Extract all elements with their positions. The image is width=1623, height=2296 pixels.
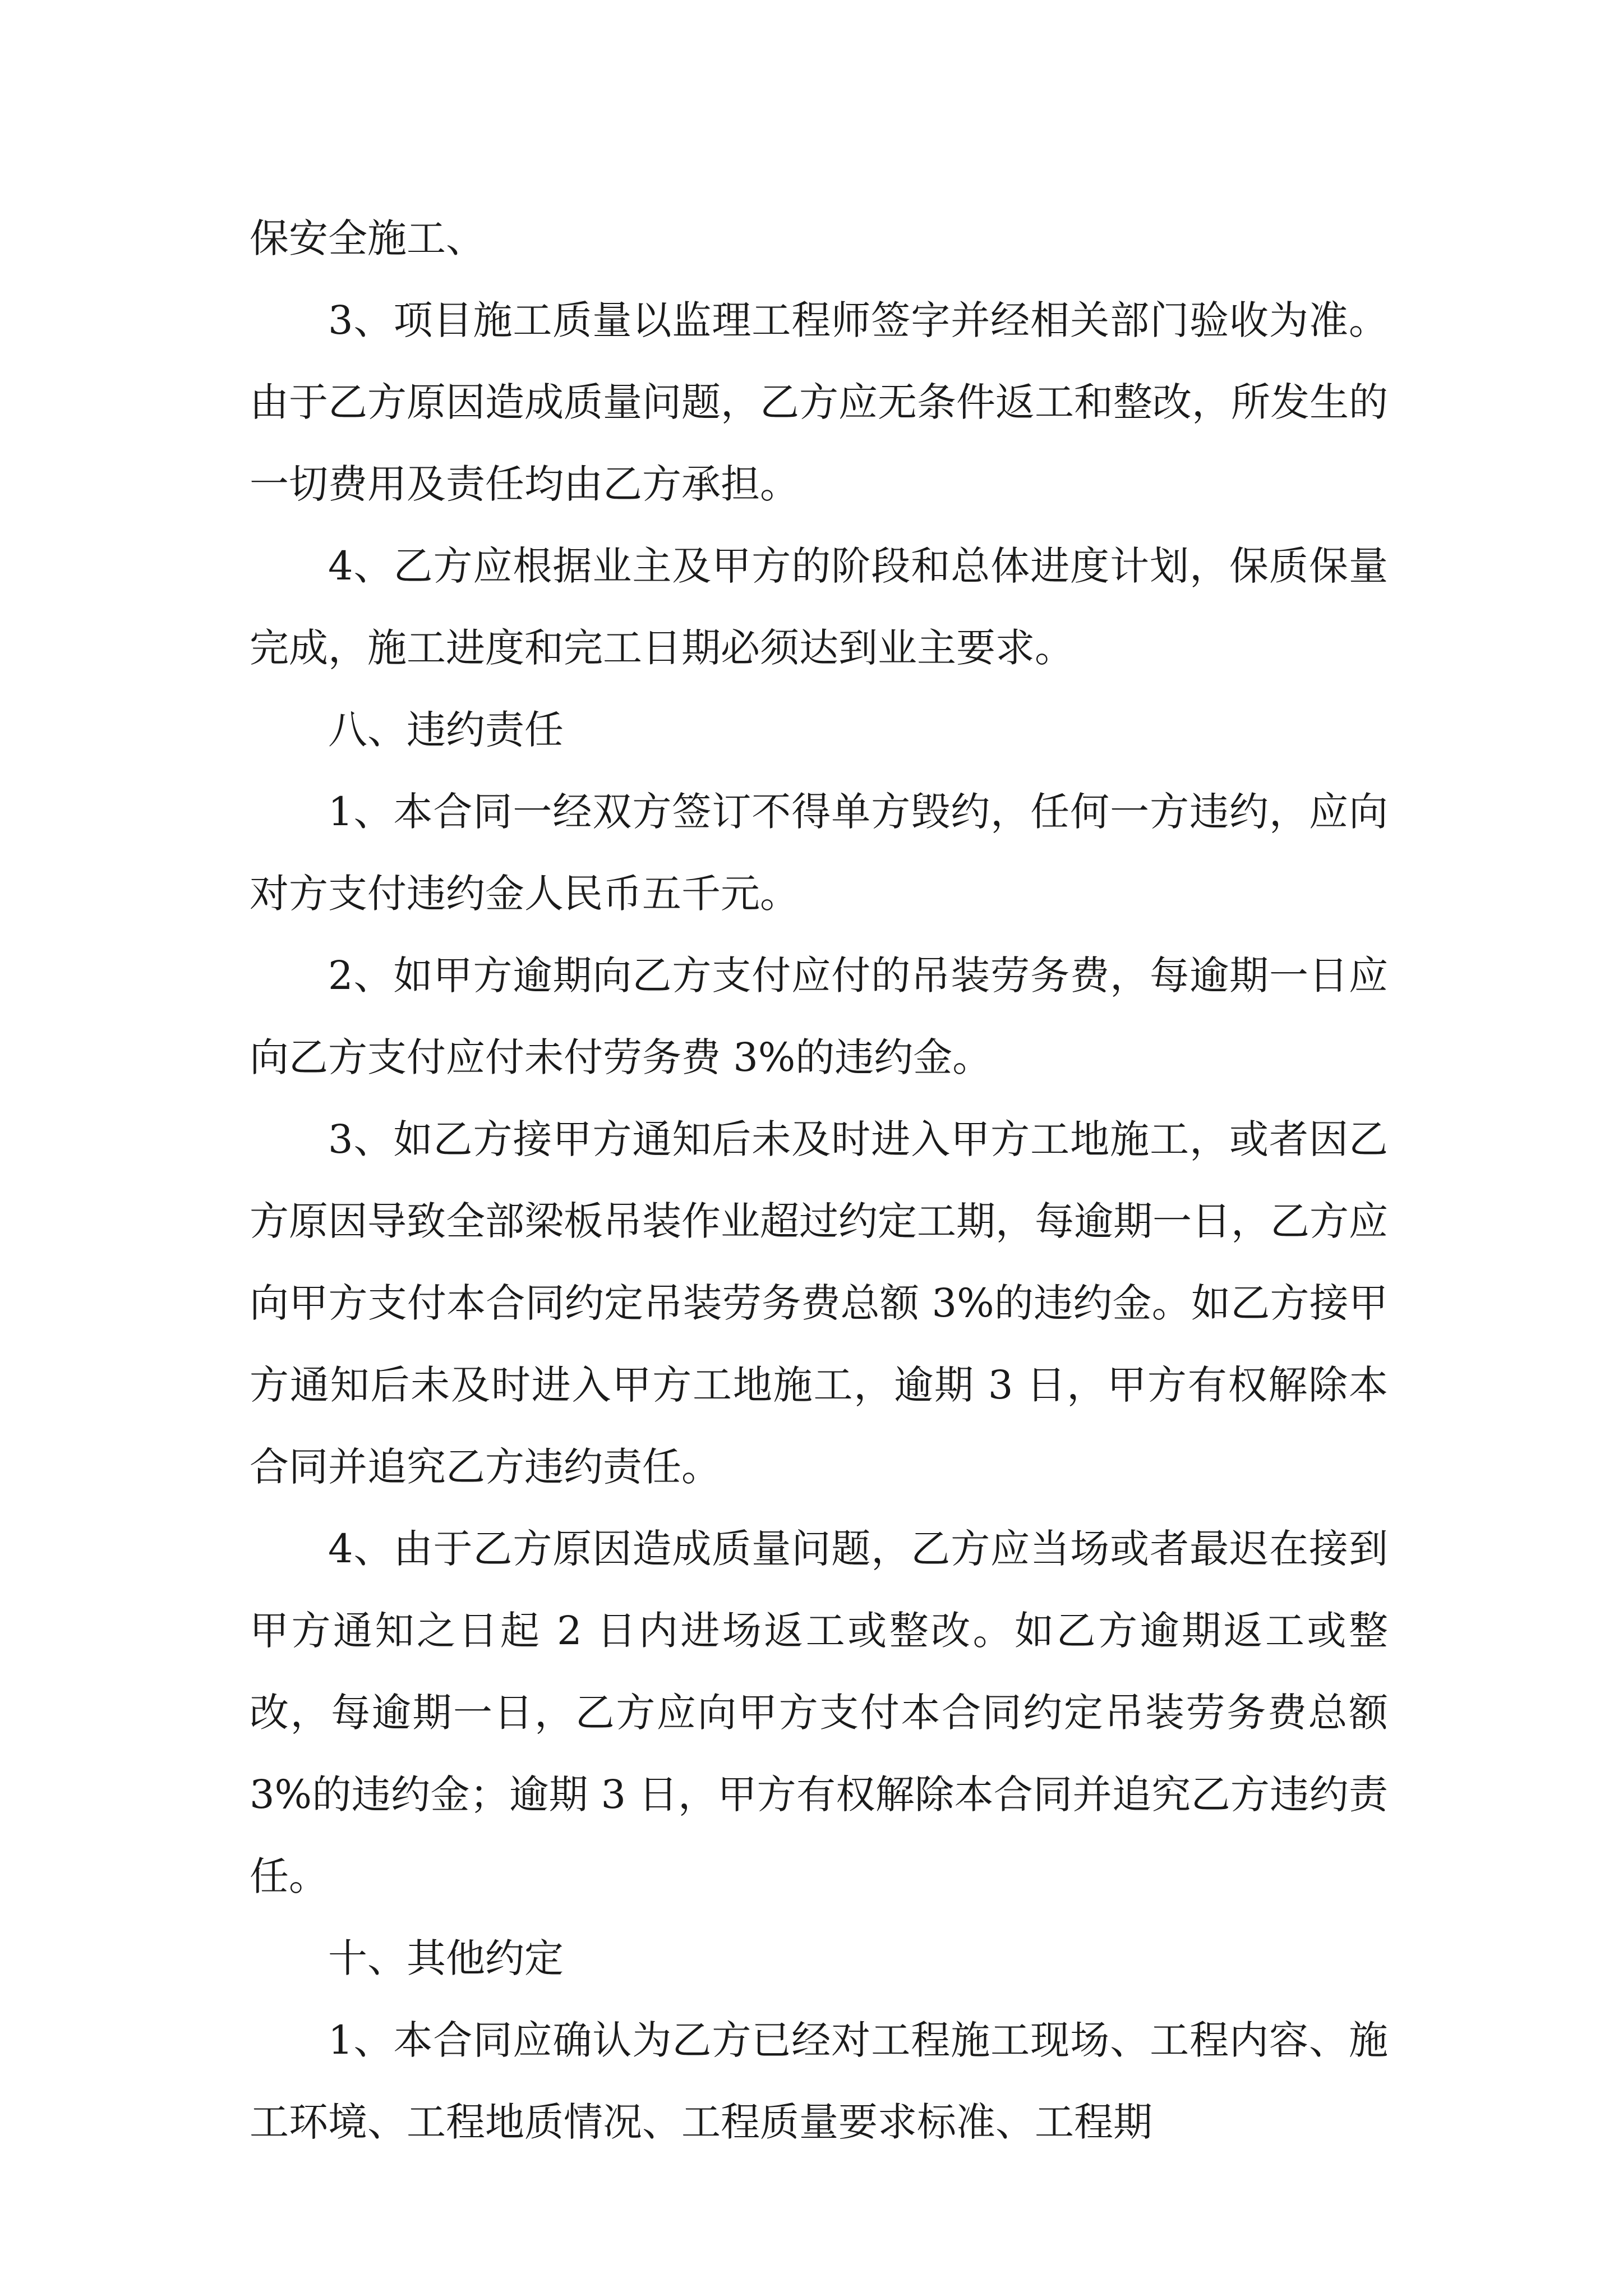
- section-heading-breach-liability: 八、违约责任: [328, 707, 564, 753]
- paragraph-clause-quality-acceptance: 3、项目施工质量以监理工程师签字并经相关部门验收为准。由于乙方原因造成质量问题，乙方应无条件返工和整改，所发生的一切费用及责任均由乙方承担。: [250, 297, 1388, 507]
- paragraph-clause-quality-rework: 4、由于乙方原因造成质量问题，乙方应当场或者最迟在接到甲方通知之日起 2 日内进场返工或整改。如乙方逾期返工或整改，每逾期一日，乙方应向甲方支付本合同约定吊装劳务费总额 3%的违约金；逾期 3 日，甲方有权解除本合同并追究乙方违约责任。: [250, 1526, 1388, 1899]
- paragraph-clause-party-a-late-payment: 2、如甲方逾期向乙方支付应付的吊装劳务费，每逾期一日应向乙方支付应付未付劳务费 3%的违约金。: [250, 953, 1388, 1080]
- section-heading-other-agreements: 十、其他约定: [328, 1935, 564, 1981]
- paragraph-clause-no-unilateral-termination: 1、本合同一经双方签订不得单方毁约，任何一方违约，应向对方支付违约金人民币五千元。: [250, 789, 1388, 917]
- paragraph-clause-party-b-delay: 3、如乙方接甲方通知后未及时进入甲方工地施工，或者因乙方原因导致全部梁板吊装作业超过约定工期，每逾期一日，乙方应向甲方支付本合同约定吊装劳务费总额 3%的违约金。如乙方接甲方通知后未及时进入甲方工地施工，逾期 3 日，甲方有权解除本合同并追究乙方违约责任。: [250, 1116, 1388, 1490]
- paragraph-clause-schedule: 4、乙方应根据业主及甲方的阶段和总体进度计划，保质保量完成，施工进度和完工日期必须达到业主要求。: [250, 543, 1388, 671]
- paragraph-continuation: 保安全施工、: [250, 215, 485, 261]
- paragraph-clause-site-confirmation: 1、本合同应确认为乙方已经对工程施工现场、工程内容、施工环境、工程地质情况、工程质量要求标准、工程期: [250, 2017, 1388, 2145]
- document-body: [250, 197, 1388, 2163]
